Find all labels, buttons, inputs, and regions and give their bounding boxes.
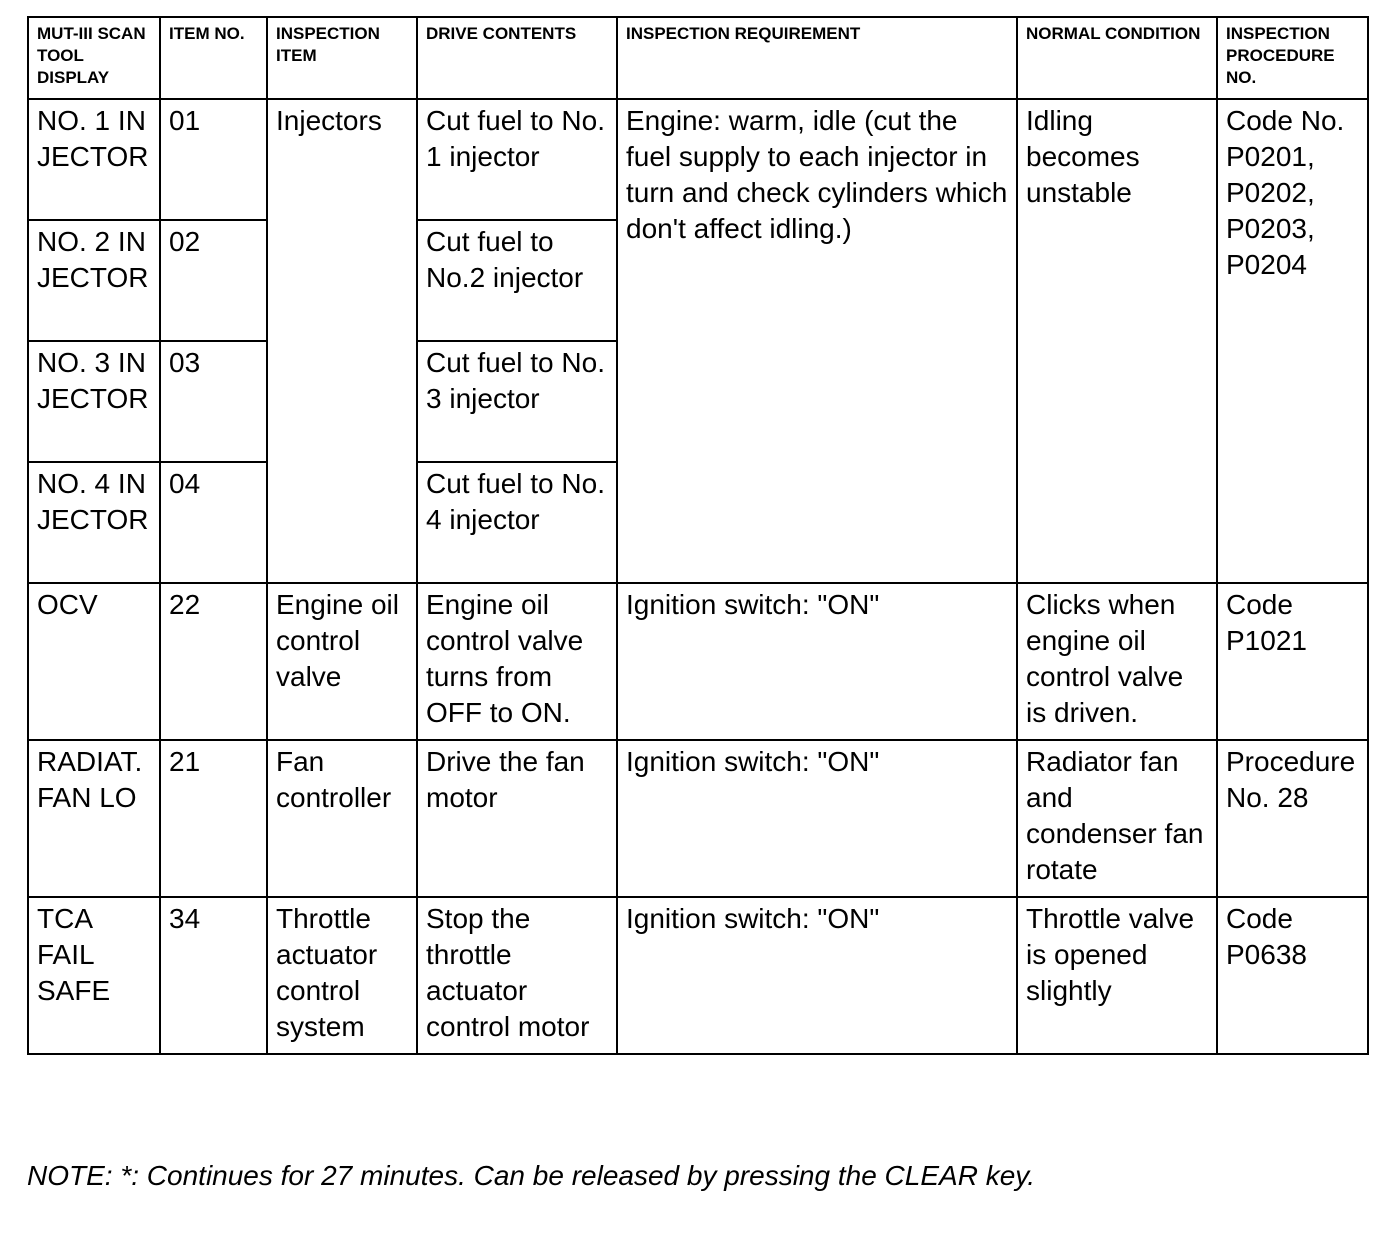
display-cell: NO. 3 INJECTOR [28,341,160,462]
normal-condition-cell: Throttle valve is opened slightly [1017,897,1217,1054]
display-cell: NO. 4 INJECTOR [28,462,160,583]
item-no-cell: 21 [160,740,267,897]
inspection-requirement-cell: Ignition switch: "ON" [617,897,1017,1054]
normal-condition-cell: Radiator fan and condenser fan rotate [1017,740,1217,897]
display-cell: TCA FAIL SAFE [28,897,160,1054]
drive-contents-cell: Cut fuel to No. 4 injector [417,462,617,583]
inspection-item-cell: Injectors [267,99,417,583]
display-cell: NO. 2 INJECTOR [28,220,160,341]
item-no-cell: 22 [160,583,267,740]
table-row [28,897,1368,1054]
drive-contents-cell: Engine oil control valve turns from OFF to ON. [417,583,617,740]
table-row [28,583,1368,740]
item-no-cell: 04 [160,462,267,583]
inspection-item-cell: Fan controller [267,740,417,897]
inspection-item-cell: Engine oil control valve [267,583,417,740]
display-cell: NO. 1 INJECTOR [28,99,160,220]
table-row [28,740,1368,897]
procedure-cell: Code P1021 [1217,583,1368,740]
inspection-item-cell: Throttle actuator control system [267,897,417,1054]
header-normal-condition: NORMAL CONDITION [1017,17,1217,99]
header-scan-tool-display: MUT-III SCAN TOOL DISPLAY [28,17,160,99]
drive-contents-cell: Stop the throttle actuator control motor [417,897,617,1054]
display-cell: OCV [28,583,160,740]
actuator-test-table [27,16,1369,1055]
item-no-cell: 34 [160,897,267,1054]
header-row [28,17,1368,99]
inspection-requirement-cell: Ignition switch: "ON" [617,740,1017,897]
inspection-requirement-cell: Engine: warm, idle (cut the fuel supply to each injector in turn and check cylinders which don't affect idling.) [617,99,1017,583]
item-no-cell: 02 [160,220,267,341]
header-drive-contents: DRIVE CONTENTS [417,17,617,99]
procedure-cell: Code P0638 [1217,897,1368,1054]
normal-condition-cell: Clicks when engine oil control valve is driven. [1017,583,1217,740]
item-no-cell: 03 [160,341,267,462]
header-inspection-item: INSPECTION ITEM [267,17,417,99]
inspection-requirement-cell: Ignition switch: "ON" [617,583,1017,740]
header-item-no: ITEM NO. [160,17,267,99]
drive-contents-cell: Drive the fan motor [417,740,617,897]
header-procedure-no: INSPECTION PROCEDURE NO. [1217,17,1368,99]
drive-contents-cell: Cut fuel to No. 1 injector [417,99,617,220]
header-inspection-requirement: INSPECTION REQUIREMENT [617,17,1017,99]
table-row [28,99,1368,220]
normal-condition-cell: Idling becomes unstable [1017,99,1217,583]
procedure-cell: Procedure No. 28 [1217,740,1368,897]
footnote: NOTE: *: Continues for 27 minutes. Can be released by pressing the CLEAR key. [27,1160,1035,1191]
drive-contents-cell: Cut fuel to No. 3 injector [417,341,617,462]
procedure-cell: Code No. P0201, P0202, P0203, P0204 [1217,99,1368,583]
display-cell: RADIAT. FAN LO [28,740,160,897]
drive-contents-cell: Cut fuel to No.2 injector [417,220,617,341]
item-no-cell: 01 [160,99,267,220]
